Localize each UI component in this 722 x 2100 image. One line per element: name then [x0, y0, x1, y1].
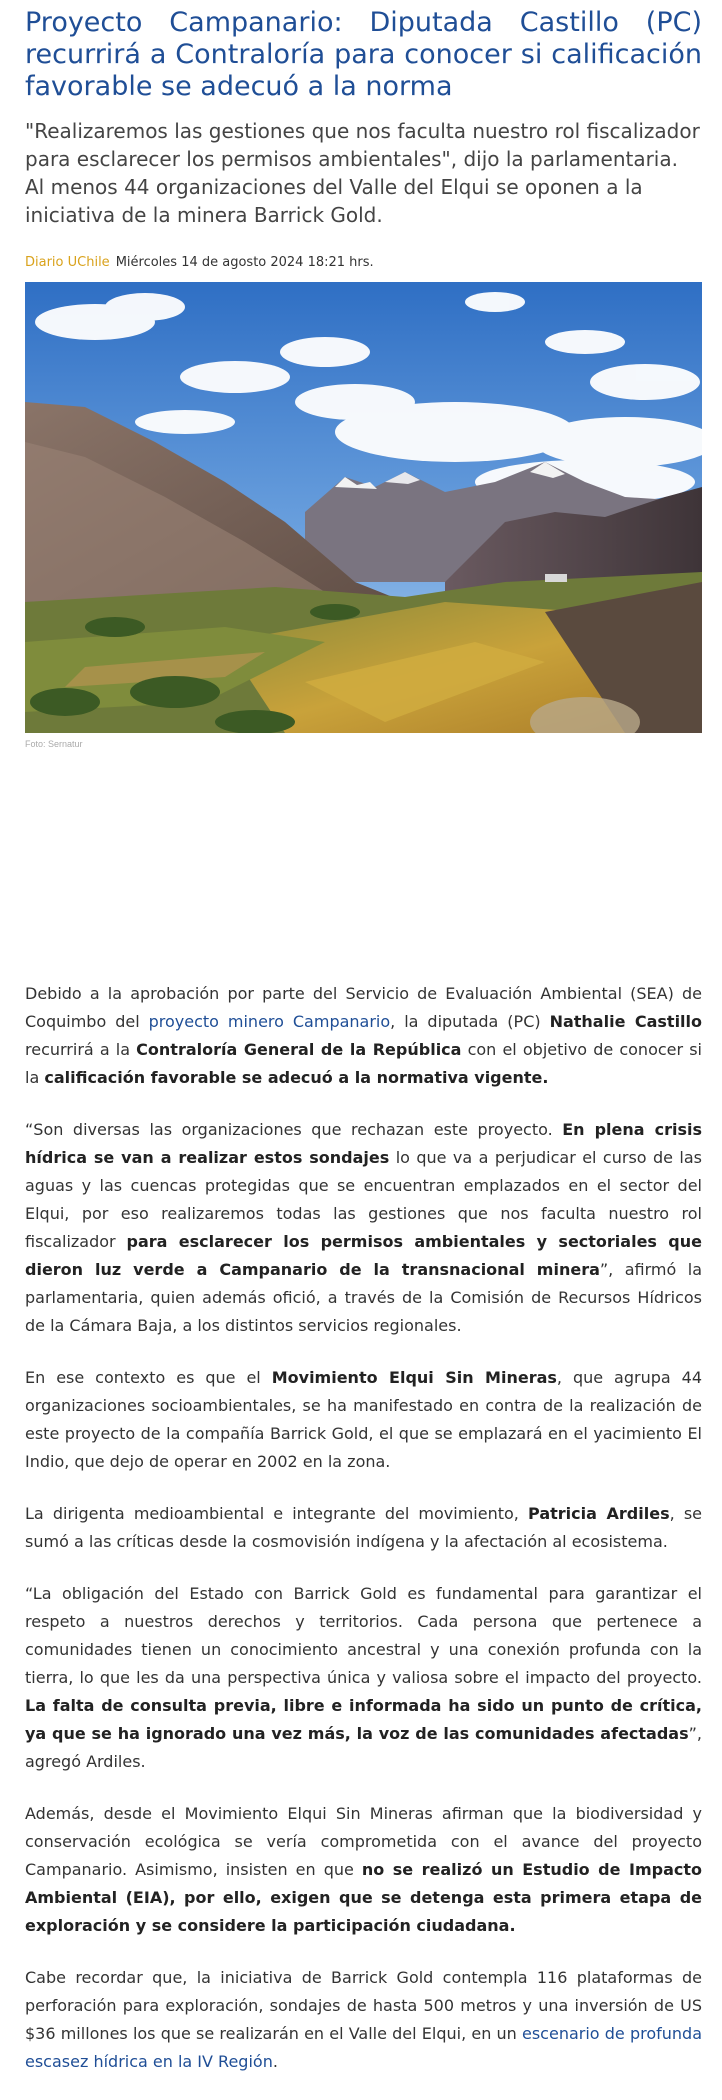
paragraph-3: En ese contexto es que el Movimiento Elqui Sin Mineras, que agrupa 44 organizaciones socioambientales, se ha manifestado en contra de la realización de este proyecto de la compañía Barrick Gold, el que se emplazará en el yacimiento El Indio, que dejo de operar en 2002 en la zona. [25, 1368, 703, 1471]
source-link[interactable]: Diario UChile [25, 255, 110, 270]
article-body [25, 980, 702, 2076]
article-meta [25, 255, 702, 271]
publish-date: Miércoles 14 de agosto 2024 18:21 hrs. [115, 255, 374, 270]
paragraph-7: Cabe recordar que, la iniciativa de Barrick Gold contempla 116 plataformas de perforación para exploración, sondajes de hasta 500 metros y una inversión de US $36 millones los que se realizarán en el Valle del Elqui, en un escenario de profunda escasez hídrica en la IV Región. [25, 1968, 702, 2071]
article-photo [25, 282, 702, 733]
ad-placeholder [25, 749, 702, 980]
elqui-valley-landscape-image [25, 282, 702, 733]
paragraph-2: “Son diversas las organizaciones que rechazan este proyecto. En plena crisis hídrica se van a realizar estos sondajes lo que va a perjudicar el curso de las aguas y las cuencas protegidas que se encuentran emplazados en el sector del Elqui, por eso realizaremos todas las gestiones que nos faculta nuestro rol fiscalizador para esclarecer los permisos ambientales y sectoriales que dieron luz verde a Campanario de la transnacional minera”, afirmó la parlamentaria, quien además ofició, a través de la Comisión de Recursos Hídricos de la Cámara Baja, a los distintos servicios regionales. [25, 1120, 703, 1335]
paragraph-1: Debido a la aprobación por parte del Servicio de Evaluación Ambiental (SEA) de Coquimbo del proyecto minero Campanario, la diputada (PC) Nathalie Castillo recurrirá a la Contraloría General de la República con el objetivo de conocer si la calificación favorable se adecuó a la normativa vigente. [25, 984, 703, 1087]
news-article [25, 0, 702, 2100]
photo-caption: Foto: Sernatur [25, 739, 83, 749]
article-subtitle: "Realizaremos las gestiones que nos faculta nuestro rol fiscalizador para esclarecer los permisos ambientales", dijo la parlamentaria. Al menos 44 organizaciones del Valle del Elqui se oponen a la iniciativa de la minera Barrick Gold. [25, 119, 700, 227]
paragraph-5: “La obligación del Estado con Barrick Gold es fundamental para garantizar el respeto a nuestros derechos y territorios. Cada persona que pertenece a comunidades tienen un conocimiento ancestral y una conexión profunda con la tierra, lo que les da una perspectiva única y valiosa sobre el impacto del proyecto. La falta de consulta previa, libre e informada ha sido un punto de crítica, ya que se ha ignorado una vez más, la voz de las comunidades afectadas”, agregó Ardiles. [25, 1584, 702, 1771]
water-scarcity-link[interactable]: escenario de profunda escasez hídrica en la IV Región [25, 2024, 702, 2071]
article-headline: Proyecto Campanario: Diputada Castillo (PC) recurrirá a Contraloría para conocer si calificación favorable se adecuó a la norma [25, 7, 702, 102]
paragraph-6: Además, desde el Movimiento Elqui Sin Mineras afirman que la biodiversidad y conservación ecológica se vería comprometida con el avance del proyecto Campanario. Asimismo, insisten en que no se realizó un Estudio de Impacto Ambiental (EIA), por ello, exigen que se detenga esta primera etapa de exploración y se considere la participación ciudadana. [25, 1804, 703, 1935]
campanario-project-link[interactable]: proyecto minero Campanario [148, 1012, 391, 1031]
paragraph-4: La dirigenta medioambiental e integrante del movimiento, Patricia Ardiles, se sumó a las críticas desde la cosmovisión indígena y la afectación al ecosistema. [25, 1504, 703, 1551]
